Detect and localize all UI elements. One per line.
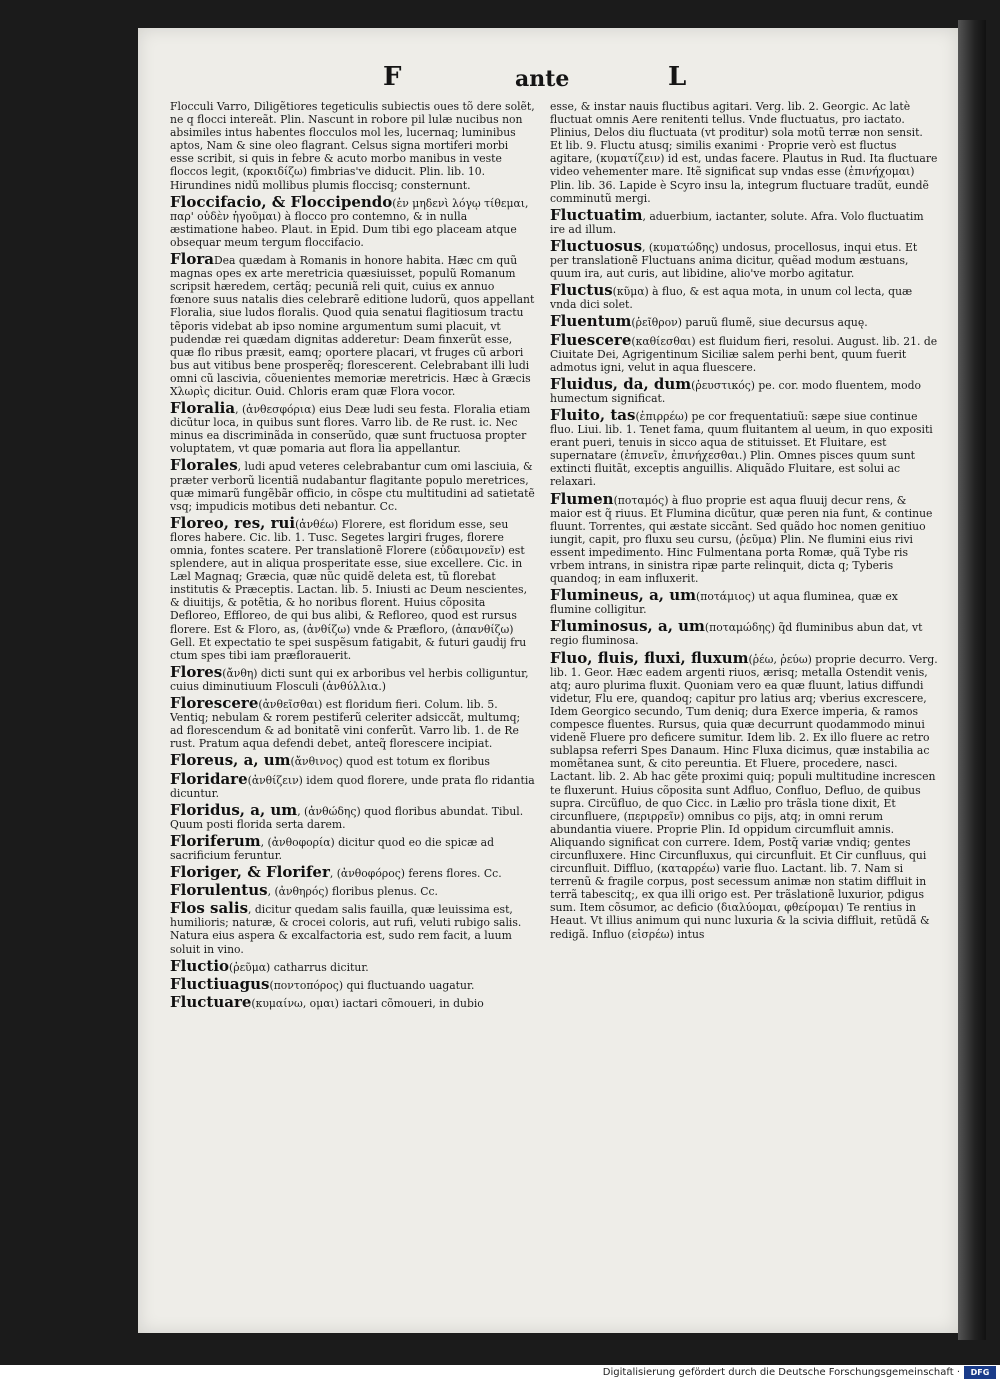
- entry-headword: Fluctus: [550, 281, 613, 300]
- entry-text: Dea quædam à Romanis in honore habita. Hæc cm quũ magnas opes ex arte meretricia quæsiuisset, populũ Romanum scripsit hæredem, certãq; pecuniã reli quit, cuius ex annuo fœnore suus natalis dies celebrarẽ editione ludorũ, quos appellant Floralia, siue ludos floralis. Quod quia senatui flagitiosum tractu tẽporis videbat ab ipso nomine argumentum sumi placuit, vt pudendæ rei quædam dignitas adderetur: Deam finxerũt esse, quæ flo ribus præsit, eamq; oportere placari, vt fruges cũ arbori bus aut vitibus bene prosperẽq; florescerent. Celebrabant illi ludi omni cũ lascivia, cõuenientes memoriæ meretricis. Hæc à Græcis Χλωρὶς dicitur. Ouid. Chloris eram quæ Flora vocor.: [170, 254, 535, 398]
- entry-headword: Fluctio: [170, 956, 230, 975]
- entry-headword: Flumineus, a, um: [550, 586, 697, 605]
- entry-headword: Flos salis: [170, 899, 249, 918]
- dictionary-entry: [550, 330, 938, 374]
- dictionary-entry: [170, 769, 535, 800]
- entry-headword: Fluidus, da, dum: [550, 374, 692, 393]
- dictionary-entry: [170, 458, 535, 512]
- header-center-word: ante: [515, 66, 570, 92]
- entry-text: (ῥεῖθρον) paruũ flumẽ, siue decursus aquę.: [631, 316, 868, 330]
- dictionary-entry: [170, 513, 535, 662]
- entry-headword: Floridus, a, um: [170, 800, 298, 819]
- entry-headword: Fluito, tas: [550, 405, 636, 424]
- dictionary-entry: [170, 753, 535, 768]
- entry-headword: Fluminosus, a, um: [550, 617, 705, 636]
- entry-text: (κῦμα) à fluo, & est aqua mota, in unum col lecta, quæ vnda dici solet.: [550, 285, 913, 312]
- entry-text: (ἀνθέω) Florere, est floridum esse, seu flores habere. Cic. lib. 1. Tusc. Segetes largiri fruges, florere omnia, fontes scatere. Per translationẽ Florere (εὐδαιμονεῖν) est splendere, aut in aliqua prosperitate esse, siue excellere. Cic. in Læl Magnaq; Græcia, quæ nũc quidẽ deleta est, tũ florebat institutis & Præceptis. Lactan. lib. 5. Iniusti ac Deum nescientes, & diuitijs, & potẽtia, & ho noribus florent. Huius cõposita Defloreo, Effloreo, de qui bus alibi, & Refloreo, quod est rursus florere. Est & Floro, as, (ἀνθίζω) vnde & Præfloro, (ἀπανθίζω) Gell. Et expectatio te spei suspẽsum fatigabit, & futuri gaudij fru ctum spes tibi iam præflorauerit.: [170, 517, 528, 662]
- entry-headword: Florescere: [170, 694, 259, 713]
- dictionary-entry: [550, 405, 938, 489]
- dictionary-entry: [170, 956, 535, 975]
- entry-text: (ῥέω, ῥεύω) proprie decurro. Verg. lib. 1. Geor. Hæc eadem argenti riuos, ærisq; metalla Ostendit venis, atq; auro plurima fluxit. Quoniam vero ea quæ fluunt, latius diffundi videtur, Flu ere, quandoq; capitur pro latius arq; vberius excrescere, Idem Georgico secundo, Tum deniq; dura Exerce imperia, & ramos compesce fluentes. Rursus, quia quæ decurrunt quodammodo minui videnẽ Fluere pro deficere sumitur. Idem lib. 2. Ex illo fluere ac retro sublapsa referri Spes Danaum. Hinc Fluxa dicimus, quæ instabilia ac momẽtanea sunt, & cito pereuntia. Et Fluere, procedere, nasci. Lactant. lib. 2. Ab hac gẽte proximi quiq; populi multitudine increscen te fluxerunt. Huius cõposita sunt Adfluo, Confluo, Defluo, de quibus supra. Circũfluo, de quo Cicc. in Lælio pro trãsla tione dixit, Et circunfluere, (περιρρεῖν) omnibus co pijs, atq; in omni rerum abundantia viuere. Proprie Plin. Id oppidum circumfluit amnis. Aliquando significat con currere. Idem, Postq̃ variæ vndiq; gentes circunfluxere. Hinc Circunfluxus, qui circunfluit. Et Cir cunfluus, qui circunfluit. Diffluo, (καταρρέω) varie fluo. Lactant. lib. 7. Nam si terrenũ & fragile corpus, post secessum animæ non statim diffluit in terrã tabescitq;, ex qua illi origo est. Per trãslationẽ luxurior, pdigus sum. Item cõsumor, ac deficio (διαλύομαι, φθείρομαι) Te rentius in Heaut. Vt illius animum qui nunc luxuria & la scivia diffluit, retũdã & redigã. Influo (εἰσρέω) intus: [550, 652, 938, 941]
- entry-text: (ῥεῦμα) catharrus dicitur.: [229, 960, 369, 974]
- header-right-letter: L: [668, 62, 687, 92]
- dictionary-entry: [550, 100, 938, 205]
- entry-text: (ἀνθεῖσθαι) est floridum fieri. Colum. lib. 5. Ventiq; nebulam & rorem pestiferũ celeriter adsiccãt, multumq; ad florescendum & ad bonitatẽ vini conferũt. Varro lib. 1. de Re rust. Pratum aqua defendi debet, anteq̃ florescere incipiat.: [170, 698, 521, 751]
- left-column: [170, 100, 535, 1160]
- entry-headword: Fluctuatim: [550, 205, 643, 224]
- dictionary-entry: [170, 662, 535, 693]
- entry-text: (ἄνθινος) quod est totum ex floribus: [290, 755, 490, 769]
- entry-headword: Floridare: [170, 769, 248, 788]
- dictionary-entry: [170, 192, 535, 249]
- dictionary-entry: [550, 314, 938, 329]
- entry-text: (ἐπιρρέω) pe cor frequentatiuũ: sæpe siue continue fluo. Liui. lib. 1. Tenet fama, quum fluitantem al ueum, in quo expositi erant pueri, tenuis in sicco aqua de stituisset. Et Fluitare, est supernatare (ἐπινεῖν, ἐπινήχεσθαι.) Plin. Omnes pisces quum sunt extincti fluitãt, exceptis anguillis. Aliquãdo Fluitare, est solui ac relaxari.: [550, 409, 933, 489]
- dictionary-entry: [170, 252, 535, 398]
- entry-text: (ποταμώδης) q̃d fluminibus abun dat, vt regio fluminosa.: [550, 621, 923, 648]
- entry-headword: Fluctuosus: [550, 236, 643, 255]
- entry-headword: Floreo, res, rui: [170, 513, 296, 532]
- entry-headword: Fluctuare: [170, 992, 252, 1011]
- dictionary-entry: [170, 696, 535, 750]
- entry-headword: Flora: [170, 250, 214, 269]
- entry-text: (ἄνθη) dicti sunt qui ex arboribus vel herbis colliguntur, cuius diminutiuum Flosculi (ἀνθύλλια.): [170, 666, 529, 693]
- entry-headword: Floreus, a, um: [170, 751, 291, 770]
- dictionary-entry: [550, 489, 938, 586]
- entry-text: (ἀνθίζειν) idem quod florere, unde prata flo ridantia dicuntur.: [170, 773, 535, 800]
- dictionary-entry: [550, 205, 938, 236]
- entry-text: (ποταμός) à fluo proprie est aqua fluuij decur rens, & maior est q̃ riuus. Et Flumina dicũtur, quæ peren nia funt, & continue fluunt. Torrentes, qui æstate siccãnt. Sed quãdo hoc nomen genitiuo iungit, capit, pro fluxu seu cursu, (ῥεῦμα) Plin. Ne flumini eius rivi essent impedimento. Hinc Fulmentana porta Romæ, quã Tybe ris vrbem intrans, in sinistra ripæ parte relinquit, dicta q; Tyberis quandoq; in eam influxerit.: [550, 493, 933, 586]
- dictionary-entry: [170, 992, 535, 1011]
- entry-text: (καθίεσθαι) est fluidum fieri, resolui. August. lib. 21. de Ciuitate Dei, Agrigentinum Siciliæ salem perhi bent, quum fuerit admotus igni, velut in aqua fluescere.: [550, 334, 938, 374]
- entry-text: (κυμαίνω, ομαι) iactari cõmoueri, in dubio: [251, 996, 484, 1010]
- dictionary-entry: [170, 901, 535, 955]
- entry-text: , (ἀνθεσφόρια) eius Deæ ludi seu festa. Floralia etiam dicũtur loca, in quibus sunt flores. Varro lib. de Re rust. ic. Nec minus ea discriminãda in conserũdo, quæ sunt fructuosa propter voluptatem, vt quæ pomaria aut flora lia appellantur.: [170, 403, 531, 456]
- funding-note: Digitalisierung gefördert durch die Deutsche Forschungsgemeinschaft ·: [602, 1367, 960, 1378]
- entry-headword: Floccifacio, & Floccipendo: [170, 192, 393, 211]
- entry-headword: Floralia: [170, 399, 236, 418]
- right-column: [550, 100, 938, 1160]
- dictionary-entry: [170, 100, 535, 192]
- entry-headword: Florales: [170, 456, 238, 475]
- entry-headword: Flumen: [550, 489, 614, 508]
- running-header: [0, 62, 1000, 102]
- entry-text: (ποντοπόρος) qui fluctuando uagatur.: [269, 978, 475, 992]
- dictionary-entry: [170, 883, 535, 898]
- entry-headword: Flores: [170, 662, 223, 681]
- entry-text: , (ἀνθοφορία) dicitur quod eo die spicæ ad sacrificium feruntur.: [170, 835, 494, 862]
- dictionary-entry: [550, 648, 938, 941]
- entry-headword: Floriger, & Florifer: [170, 863, 330, 882]
- entry-text: , (κυματώδης) undosus, procellosus, inqui etus. Et per translationẽ Fluctuans anima dicitur, quẽad modum æstuans, quum ira, aut curis, aut libidine, alio've morbo agitatur.: [550, 240, 918, 281]
- dictionary-entry: [170, 401, 535, 455]
- header-left-letter: F: [383, 62, 402, 92]
- entry-text: esse, & instar nauis fluctibus agitari. Verg. lib. 2. Georgic. Ac latè fluctuat omnis Aere renitenti tellus. Vnde fluctuatus, pro iactato. Plinius, Delos diu fluctuata (vt proditur) sola motũ terræ non sensit. Et lib. 9. Fluctu atusq; similis exanimi · Proprie verò est fluctus agitare, (κυματίζειν) id est, undas facere. Plautus in Rud. Ita fluctuare video vehementer mare. Itẽ significat sup vndas esse (ἐπινήχομαι) Plin. lib. 36. Lapide è Scyro insu la, integrum fluctuare tradũt, eundẽ comminutũ mergi.: [550, 100, 938, 205]
- footer-bar: [0, 1365, 1000, 1380]
- entry-text: Flocculi Varro, Diligẽtiores tegeticulis subiectis oues tõ dere solẽt, ne q flocci intereãt. Plin. Nascunt in robore pil lulæ nucibus non absimiles intus habentes flocculos mol les, lucernaq; luminibus aptos, Nam & sine oleo flagrant. Celsus signa mortiferi morbi esse scribit, si quis in febre & acuto morbo manibus in veste floccos legit, (κροκιδίζω) fimbrias've diducit. Plin. lib. 10. Hirundines nidũ mollibus plumis floccisq; consternunt.: [170, 100, 535, 192]
- entry-text: , (ἀνθηρός) floribus plenus. Cc.: [267, 885, 438, 899]
- entry-headword: Florulentus: [170, 881, 268, 900]
- dictionary-entry: [550, 283, 938, 311]
- entry-headword: Fluescere: [550, 330, 632, 349]
- dictionary-entry: [550, 236, 938, 281]
- dictionary-entry: [170, 831, 535, 862]
- entry-text: (ποτάμιος) ut aqua fluminea, quæ ex flumine colligitur.: [550, 590, 898, 617]
- dictionary-entry: [550, 588, 938, 616]
- dictionary-entry: [170, 865, 535, 880]
- entry-headword: Fluentum: [550, 312, 632, 331]
- dfg-logo: DFG: [964, 1366, 996, 1379]
- entry-text: (ἐν μηδενὶ λόγῳ τίθεμαι, παρ' οὐδὲν ἡγοῦμαι) à flocco pro contemno, & in nulla æstimatione habeo. Plaut. in Epid. Dum tibi ego placeam atque obsequar meum tergum floccifacio.: [170, 196, 529, 249]
- entry-headword: Floriferum: [170, 831, 261, 850]
- entry-headword: Fluctiuagus: [170, 974, 270, 993]
- entry-text: , (ἀνθώδης) quod floribus abundat. Tibul. Quum posti florida serta darem.: [170, 804, 524, 831]
- dictionary-entry: [170, 974, 535, 993]
- entry-text: , dicitur quedam salis fauilla, quæ leuissima est, humilioris; naturæ, & crocei coloris, aut rufi, veluti rubigo salis. Natura eius aspera & excalfactoria est, sudo rem facit, a luum soluit in vino.: [170, 903, 522, 956]
- dictionary-entry: [170, 800, 535, 831]
- dictionary-entry: [550, 374, 938, 405]
- entry-text: , (ἀνθοφόρος) ferens flores. Cc.: [329, 867, 502, 881]
- page-edge-shadow: [958, 20, 986, 1340]
- entry-headword: Fluo, fluis, fluxi, fluxum: [550, 648, 749, 667]
- entry-text: (ῥευστικός) pe. cor. modo fluentem, modo humectum significat.: [550, 378, 922, 405]
- entry-text: , aduerbium, iactanter, solute. Afra. Volo fluctuatim ire ad illum.: [550, 209, 924, 236]
- entry-text: , ludi apud veteres celebrabantur cum omi lasciuia, & præter verborũ licentiã nudabantur flagitante populo meretrices, quæ mimarũ fungẽbãr officio, in cõspe ctu multitudini ad satietatẽ vsq; impudicis motibus deti nebantur. Cc.: [170, 460, 535, 513]
- dictionary-entry: [550, 619, 938, 647]
